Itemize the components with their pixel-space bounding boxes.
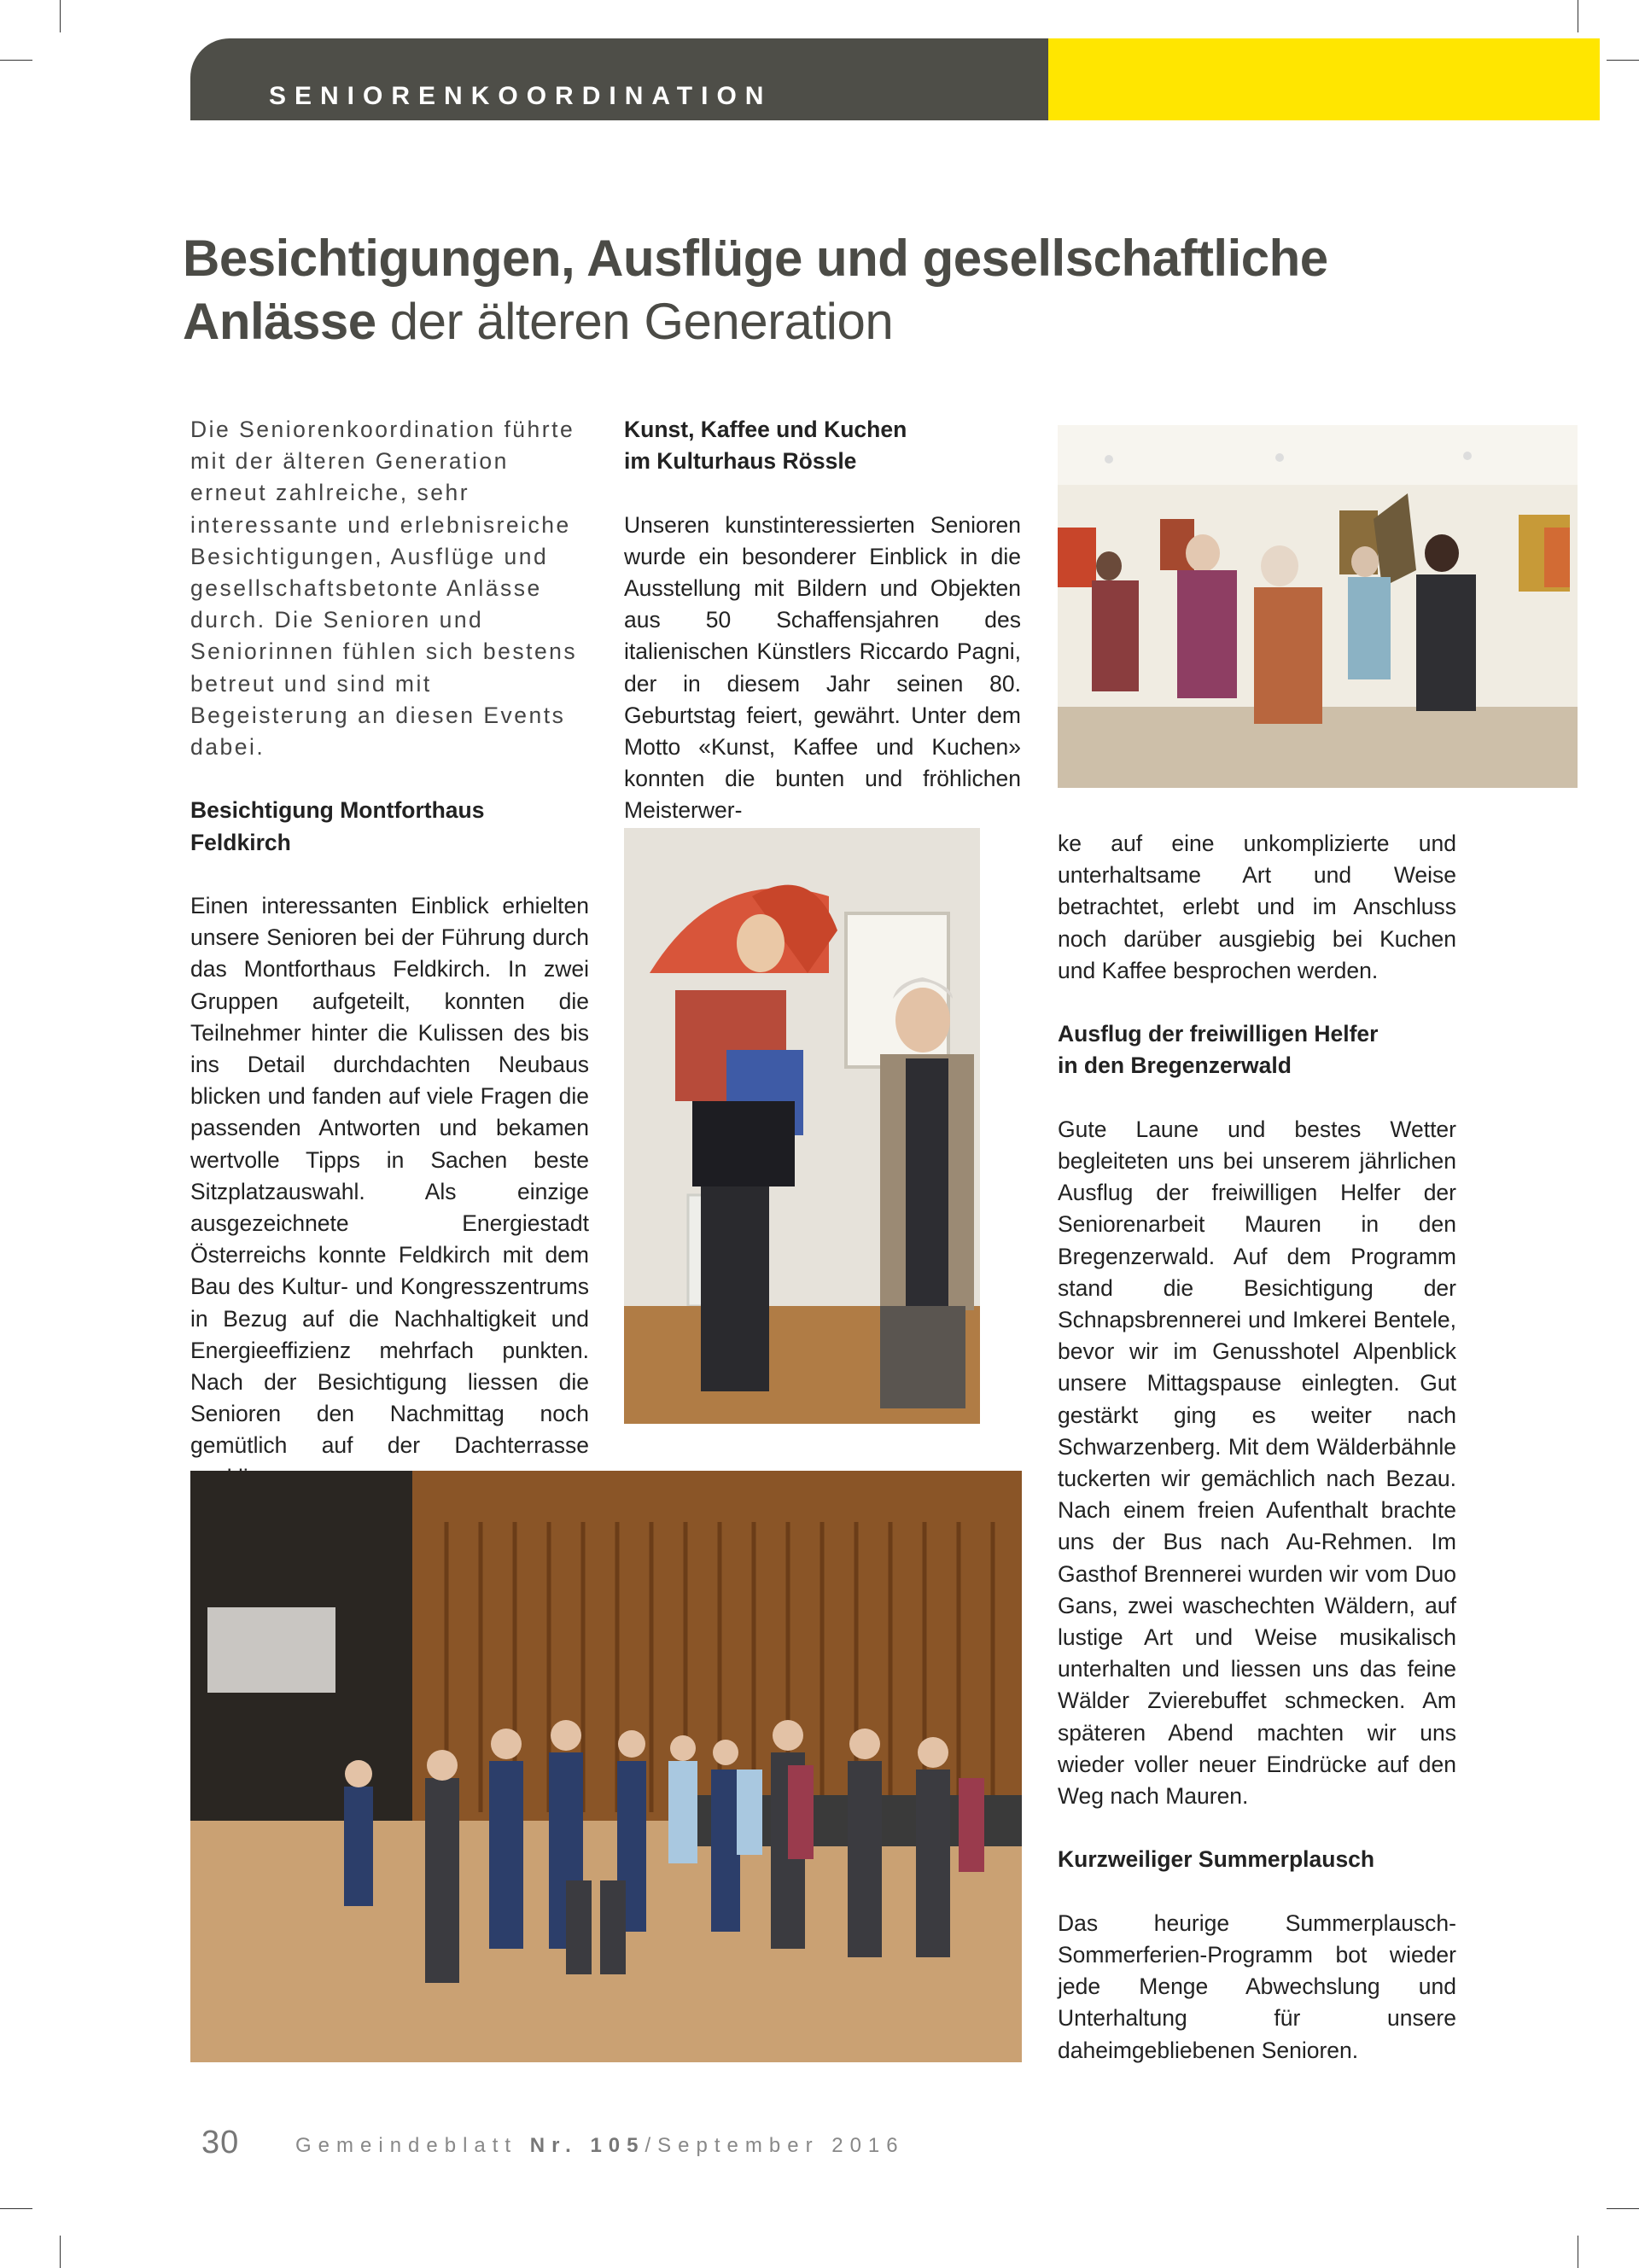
crop-mark: [1607, 60, 1639, 61]
publication-date: /September 2016: [645, 2134, 905, 2157]
column-left: [190, 414, 589, 1494]
heading-bregenzerwald-line1: Ausflug der freiwilligen Helfer: [1058, 1021, 1379, 1047]
issue-label: Nr. 105: [529, 2134, 645, 2157]
heading-kulturhaus: [624, 414, 1021, 477]
photo-concert-hall-group: [190, 1471, 1022, 2062]
body-bregenzerwald: Gute Laune und bestes Wetter begleiteten uns bei unserem jährlichen Ausflug der freiwilligen Helfer der Seniorenarbeit Mauren in den Bregenzerwald. Auf dem Programm stand die Besichtigung der Schnapsbrennerei und Imkerei Bentele, bevor wir im Genusshotel Alpenblick unsere Mittagspause einlegten. Gut gestärkt ging es weiter nach Schwarzenberg. Mit dem Wälderbähnle tuckerten wir gemächlich nach Bezau. Nach einem freien Aufenthalt brachte uns der Bus nach Au-Rehmen. Im Gasthof Brennerei wurden wir vom Duo Gans, zwei waschechten Wäldern, auf lustige Art und Weise musikalisch unterhalten und liessen uns das feine Wälder Zvierebuffet schmecken. Am späteren Abend machten wir uns wieder voller neuer Eindrücke auf den Weg nach Mauren.: [1058, 1116, 1456, 1810]
title-regular-line2: der älteren Generation: [376, 293, 894, 350]
crop-mark: [1607, 2208, 1639, 2209]
photo-gallery-exhibition: [1058, 425, 1578, 788]
article-title: [183, 227, 1514, 353]
title-bold-line1: Besichtigungen, Ausflüge und gesellschaftliche: [183, 230, 1328, 287]
heading-bregenzerwald-line2: in den Bregenzerwald: [1058, 1052, 1292, 1079]
body-kulturhaus-part2: ke auf eine unkomplizierte und unterhaltsame Art und Weise betrachtet, erlebt und im Anschluss noch darüber ausgiebig bei Kuchen und Kaffee besprochen werden.: [1058, 831, 1456, 983]
heading-kulturhaus-line1: Kunst, Kaffee und Kuchen: [624, 417, 907, 442]
heading-montforthaus: Besichtigung Montforthaus Feldkirch: [190, 797, 485, 855]
crop-mark: [0, 2208, 32, 2209]
body-summerplausch: Das heurige Summerplausch-Sommerferien-Programm bot wieder jede Menge Abwechslung und Unterhaltung für unsere daheimgebliebenen Senioren.: [1058, 1909, 1456, 2063]
column-right: [1058, 828, 1456, 2067]
heading-bregenzerwald: [1058, 1018, 1456, 1082]
intro-paragraph: Die Seniorenkoordination führte mit der älteren Generation erneut zahlreiche, sehr interessante und erlebnisreiche Besichtigungen, Ausflüge und gesellschaftsbetonte Anlässe durch. Die Senioren und Seniorinnen fühlen sich bestens betreut und sind mit Begeisterung an diesen Events dabei.: [190, 417, 578, 761]
section-header-accent: [1048, 38, 1600, 120]
column-middle: [624, 414, 1021, 827]
publication-name: Gemeindeblatt: [295, 2134, 530, 2157]
section-label: SENIORENKOORDINATION: [269, 82, 773, 110]
body-kulturhaus-part1: Unseren kunstinteressierten Senioren wurde ein besonderer Einblick in die Ausstellung mit Bildern und Objekten aus 50 Schaffensjahren des italienischen Künstlers Riccardo Pagni, der in diesem Jahr seinen 80. Geburtstag feiert, gewährt. Unter dem Motto «Kunst, Kaffee und Kuchen» konnten die bunten und fröhlichen Meisterwer-: [624, 511, 1021, 824]
title-bold-line2: Anlässe: [183, 293, 376, 350]
body-montforthaus: Einen interessanten Einblick erhielten unsere Senioren bei der Führung durch das Montforthaus Feldkirch. In zwei Gruppen aufgeteilt, konnten die Teilnehmer hinter die Kulissen des bis ins Detail durchdachten Neubaus blicken und fanden auf viele Fragen die passenden Antworten und bekamen wertvolle Tipps in Sachen beste Sitzplatzauswahl. Als einzige ausgezeichnete Energiestadt Österreichs konnte Feldkirch mit dem Bau des Kultur- und Kongresszentrums in Bezug auf die Nachhaltigkeit und Energieeffizienz mehrfach punkten. Nach der Besichtigung liessen die Senioren den Nachmittag noch gemütlich auf der Dachterrasse: [190, 893, 589, 1459]
heading-kulturhaus-line2: im Kulturhaus Rössle: [624, 448, 857, 475]
publication-info: [295, 2134, 905, 2158]
crop-mark: [0, 60, 32, 61]
page-number: 30: [201, 2125, 240, 2160]
crop-mark: [60, 2236, 61, 2268]
heading-summerplausch: Kurzweiliger Summerplausch: [1058, 1846, 1375, 1873]
photo-artwork-portrait: [624, 828, 980, 1424]
crop-mark: [60, 0, 61, 32]
page-footer: [201, 2124, 905, 2161]
